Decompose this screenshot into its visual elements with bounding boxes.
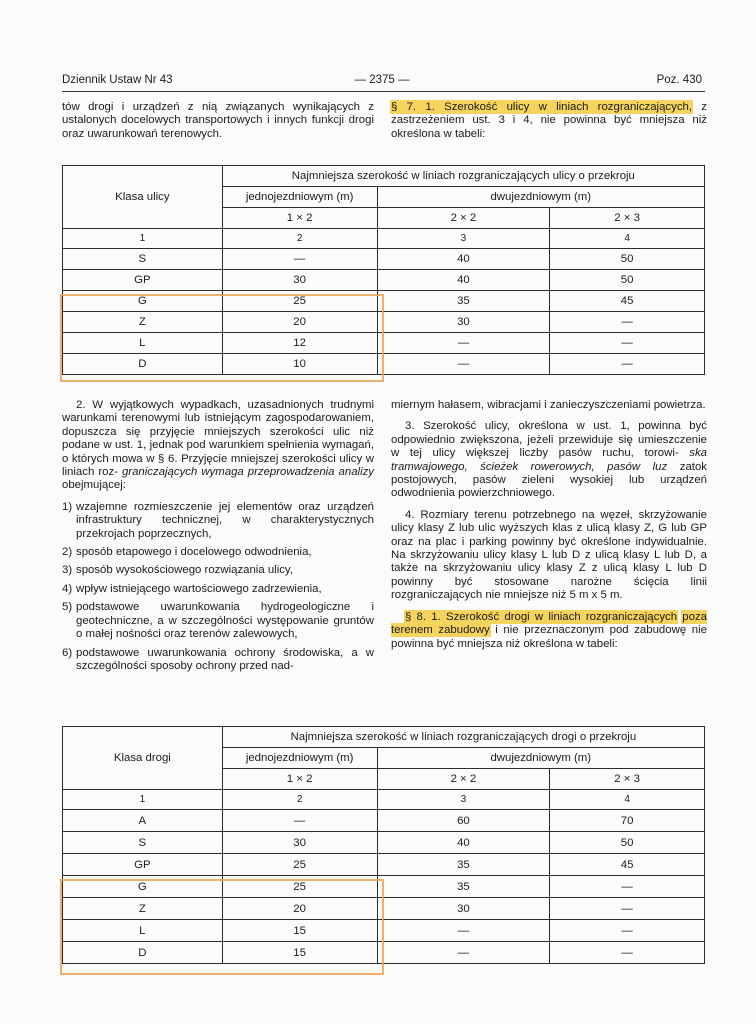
profile-header: 1 × 2	[222, 208, 377, 229]
table-cell: 30	[222, 270, 377, 291]
column-number: 4	[550, 790, 705, 810]
table-cell: G	[63, 291, 223, 312]
table-cell: —	[550, 333, 705, 354]
table-cell: —	[222, 249, 377, 270]
table-cell: GP	[63, 854, 223, 876]
para-4: 4. Rozmiary terenu potrzebnego na węzeł, skrzyżowanie ulicy klasy Z lub ulic wyższych klas z ulicą klasy Z, G lub GP oraz na plac i parking powinny być określone indywidualnie. Na skrzyżowaniu ulicy klasy L lub D z ulicą klasy L lub D, a także na skrzyżowaniu ulicy klasy Z z ulicą klasy L lub D powinny być stosowane narożne ścięcia linii rozgraniczających nie mniejsze niż 5 m x 5 m.	[391, 508, 707, 602]
table-cell: 30	[222, 832, 377, 854]
table-cell: 45	[550, 854, 705, 876]
table-cell: 60	[377, 810, 550, 832]
column-number: 1	[63, 790, 223, 810]
table-cell: 30	[377, 312, 550, 333]
table-cell: L	[63, 920, 223, 942]
section-7-highlight: § 7. 1. Szerokość ulicy w liniach rozgraniczających,	[391, 101, 693, 113]
list-item: 6) podstawowe uwarunkowania ochrony środowiska, a w szczególności sposoby ochrony przed nad-	[62, 646, 374, 672]
table-cell: —	[550, 920, 705, 942]
position-number: Poz. 430	[656, 74, 702, 86]
table-row	[63, 876, 705, 898]
road-width-table	[62, 726, 705, 964]
table-title: Najmniejsza szerokość w liniach rozgraniczających ulicy o przekroju	[222, 166, 704, 187]
para-2-text: 2. W wyjątkowych wypadkach, uzasadnionych trudnymi warunkami terenowymi lub istniejącym zagospodarowaniem, dopuszcza się przyjęcie mniejszych szerokości ulic niż podane w ust. 1, jednak pod warunkiem spełnienia wymagań, o których mowa w § 6. Przyjęcie mniejszej szerokości ulicy w liniach roz-	[62, 399, 374, 479]
table-cell: —	[550, 354, 705, 375]
profile-header: 2 × 2	[377, 208, 550, 229]
table-cell: 70	[550, 810, 705, 832]
table-cell: D	[63, 354, 223, 375]
list-item: 2) sposób etapowego i docelowego odwodnienia,	[62, 546, 312, 559]
profile-header: 2 × 3	[550, 208, 705, 229]
table-cell: GP	[63, 270, 223, 291]
column-number: 2	[222, 229, 377, 249]
right-column	[391, 399, 707, 651]
table-cell: 50	[550, 832, 705, 854]
table-cell: 40	[377, 270, 550, 291]
table-row	[63, 354, 705, 375]
table-cell: —	[550, 876, 705, 898]
table-row	[63, 832, 705, 854]
analysis-list	[62, 501, 374, 673]
table-row	[63, 898, 705, 920]
section-7-paragraph	[391, 101, 707, 141]
table-cell: 15	[222, 942, 377, 964]
section-7-text: z zastrzeżeniem ust. 3 i 4, nie powinna być mniejsza niż określona w tabeli:	[391, 101, 707, 140]
section-7-2-column	[62, 399, 374, 678]
para-2-text-end: obejmującej:	[62, 479, 126, 492]
table-cell: 35	[377, 876, 550, 898]
profile-header: 2 × 3	[550, 769, 705, 790]
single-carriageway-header: jednojezdniowym (m)	[222, 748, 377, 769]
table-cell: 20	[222, 312, 377, 333]
table-cell: 50	[550, 270, 705, 291]
table-cell: 20	[222, 898, 377, 920]
table-row	[63, 810, 705, 832]
running-header	[62, 74, 702, 90]
table-title: Najmniejsza szerokość w liniach rozgraniczających drogi o przekroju	[222, 727, 704, 748]
table-cell: —	[550, 898, 705, 920]
column-number: 3	[377, 790, 550, 810]
table-cell: S	[63, 249, 223, 270]
table-cell: 25	[222, 854, 377, 876]
column-number: 2	[222, 790, 377, 810]
table-cell: 40	[377, 832, 550, 854]
list-item: 5) podstawowe uwarunkowania hydrogeologiczne i geotechniczne, a w szczególności występowanie gruntów o małej nośności oraz terenów zalewowych,	[62, 601, 374, 641]
section-8-paragraph	[391, 611, 707, 651]
table-cell: L	[63, 333, 223, 354]
table-cell: —	[377, 942, 550, 964]
list-item: 3) sposób wysokościowego rozwiązania ulicy,	[62, 564, 293, 577]
page-number: — 2375 —	[354, 74, 410, 86]
table-row	[63, 333, 705, 354]
table-cell: G	[63, 876, 223, 898]
table-cell: 12	[222, 333, 377, 354]
top-left-paragraph	[62, 101, 374, 141]
table-cell: —	[550, 942, 705, 964]
table-cell: 30	[377, 898, 550, 920]
table-cell: 35	[377, 854, 550, 876]
table-row	[63, 291, 705, 312]
table-cell: D	[63, 942, 223, 964]
table-row	[63, 854, 705, 876]
list-item: 1) wzajemne rozmieszczenie jej elementów oraz urządzeń infrastruktury technicznej, w charakterystycznych przekrojach poprzecznych,	[62, 500, 374, 540]
header-rule	[62, 91, 705, 92]
table-row	[63, 920, 705, 942]
column-number: 1	[63, 229, 223, 249]
continuation-text: tów drogi i urządzeń z nią związanych wynikających z ustalonych docelowych transportowych i innych funkcji drogi oraz uwarunkowań terenowych.	[62, 101, 374, 140]
profile-header: 2 × 2	[377, 769, 550, 790]
section-8-text: i nie przeznaczonym pod zabudowę nie powinna być mniejsza niż określona w tabeli:	[391, 624, 707, 650]
section-8-highlight: poza terenem zabudowy	[391, 610, 707, 637]
table-cell: 35	[377, 291, 550, 312]
class-header: Klasa drogi	[63, 727, 223, 790]
table-cell: 40	[377, 249, 550, 270]
table-cell: Z	[63, 898, 223, 920]
continuation-text: miernym hałasem, wibracjami i zanieczyszczeniami powietrza.	[391, 399, 706, 411]
journal-title: Dziennik Ustaw Nr 43	[62, 74, 173, 86]
table-cell: —	[377, 354, 550, 375]
table-cell: 10	[222, 354, 377, 375]
table-cell: 50	[550, 249, 705, 270]
single-carriageway-header: jednojezdniowym (m)	[222, 187, 377, 208]
dual-carriageway-header: dwujezdniowym (m)	[377, 748, 704, 769]
table-cell: 45	[550, 291, 705, 312]
table-row	[63, 942, 705, 964]
para-3: 3. Szerokość ulicy, określona w ust. 1, powinna być odpowiednio zwiększona, jeżeli przewiduje się umieszczenie w tej ulicy większej liczby pasów ruchu, torowi- ska tramwajowego, ścieżek rowerowych, pasów luz zatok postojowych, pasów zieleni wysokiej lub urządzeń odwodnienia powierzchniowego.	[391, 420, 708, 500]
table-row	[63, 270, 705, 291]
table-row	[63, 312, 705, 333]
list-item: 4) wpływ istniejącego wartościowego zadrzewienia,	[62, 582, 322, 595]
dual-carriageway-header: dwujezdniowym (m)	[377, 187, 704, 208]
column-number: 4	[550, 229, 705, 249]
table-cell: —	[377, 333, 550, 354]
street-width-table	[62, 165, 705, 375]
table-cell: 25	[222, 291, 377, 312]
table-row	[63, 249, 705, 270]
profile-header: 1 × 2	[222, 769, 377, 790]
table-cell: —	[222, 810, 377, 832]
column-number: 3	[377, 229, 550, 249]
para-2-italic: graniczających wymaga przeprowadzenia analizy	[121, 466, 374, 479]
table-cell: —	[550, 312, 705, 333]
table-cell: —	[377, 920, 550, 942]
table-cell: 15	[222, 920, 377, 942]
class-header: Klasa ulicy	[63, 166, 223, 229]
table-cell: Z	[63, 312, 223, 333]
table-cell: A	[63, 810, 223, 832]
table-cell: S	[63, 832, 223, 854]
table-cell: 25	[222, 876, 377, 898]
section-8-highlight: § 8. 1. Szerokość drogi w liniach rozgraniczających	[405, 610, 678, 623]
